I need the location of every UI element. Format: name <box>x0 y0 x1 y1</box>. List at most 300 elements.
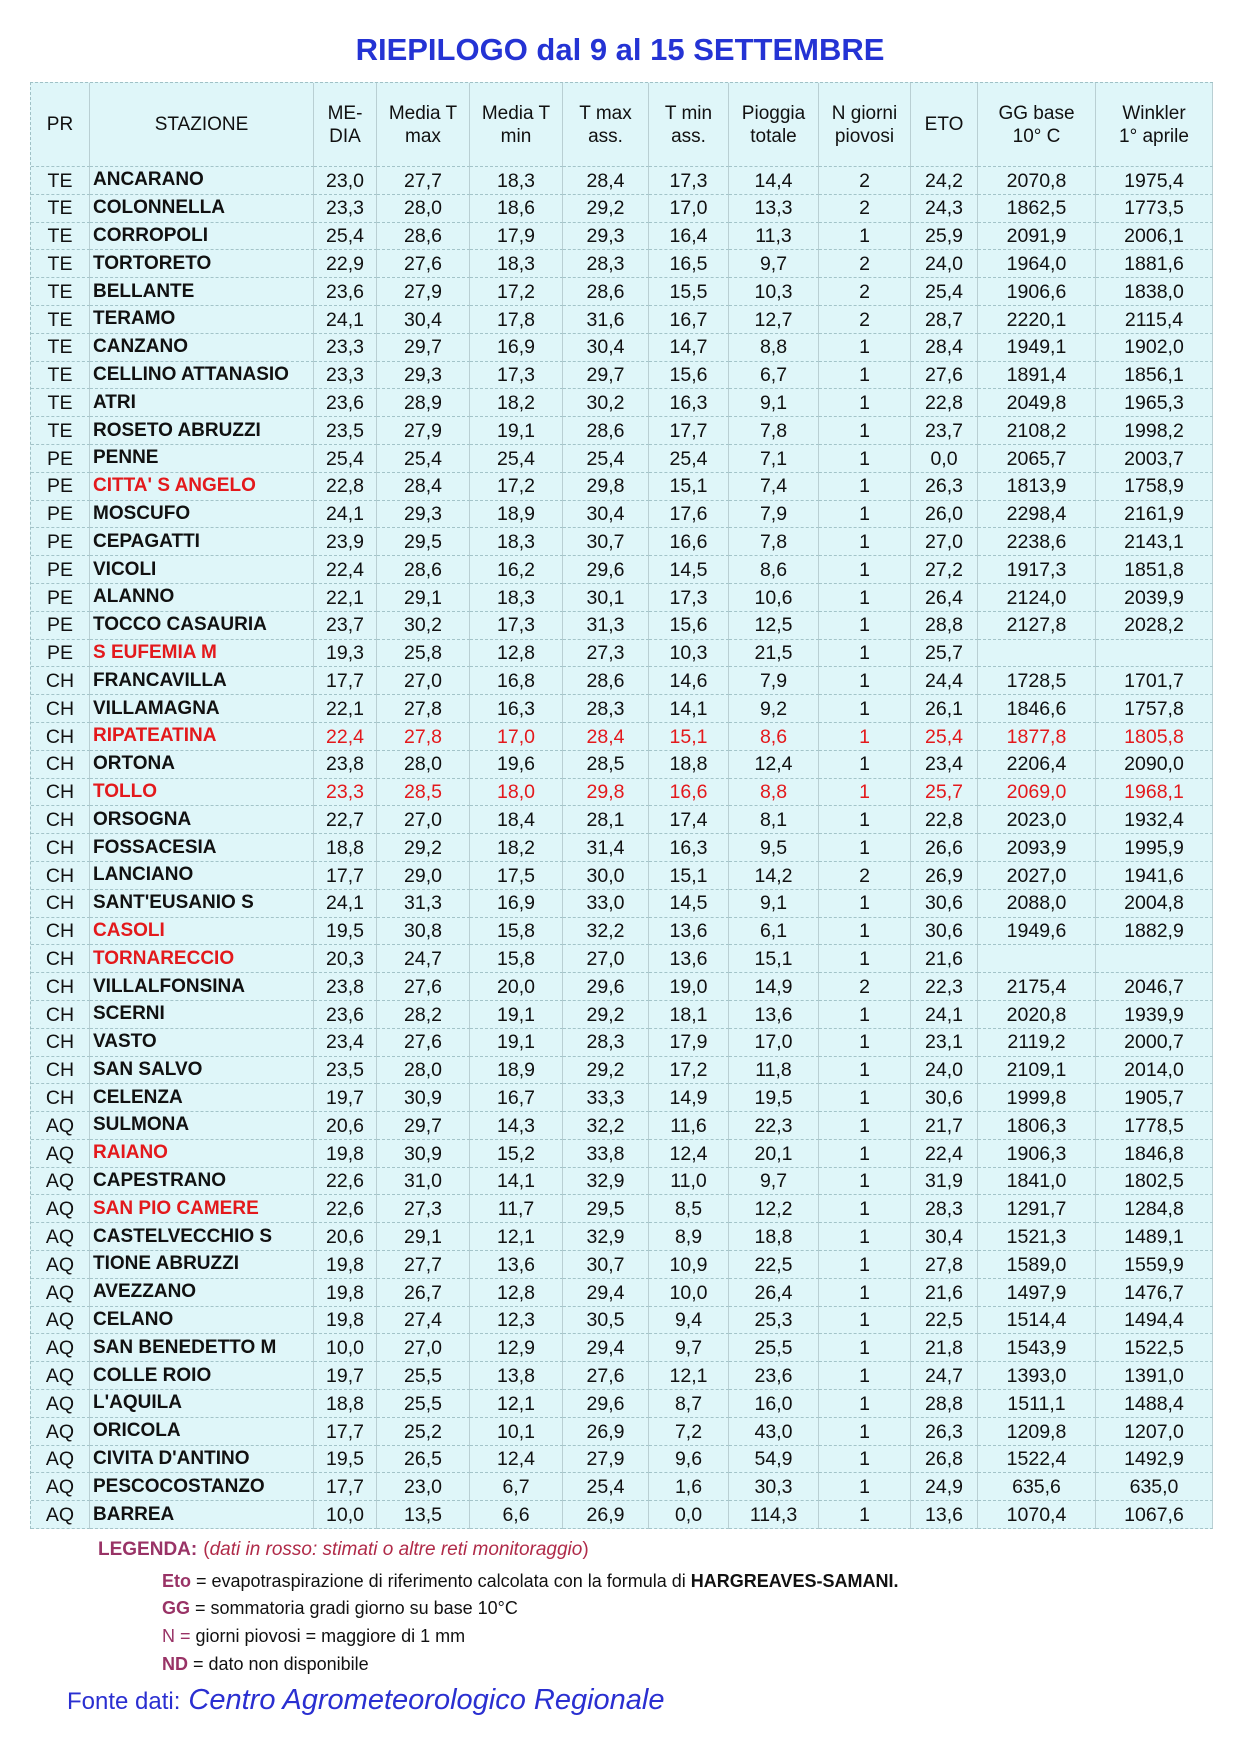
cell-t-max-ass: 32,2 <box>563 1112 649 1140</box>
table-row <box>31 945 1213 973</box>
cell-t-max-ass: 33,3 <box>563 1084 649 1112</box>
table-row <box>31 528 1213 556</box>
cell-winkler: 1965,3 <box>1096 389 1213 417</box>
cell-eto: 30,6 <box>911 1084 978 1112</box>
cell-station: VILLAMAGNA <box>90 695 314 723</box>
cell-station: CITTA' S ANGELO <box>90 473 314 501</box>
cell-t-min-ass: 11,0 <box>649 1168 729 1196</box>
cell-t-min-ass: 16,6 <box>649 779 729 807</box>
cell-station: ORTONA <box>90 751 314 779</box>
cell-pr: CH <box>31 667 90 695</box>
table-row <box>31 1112 1213 1140</box>
cell-media-t-max: 27,8 <box>377 695 470 723</box>
cell-station: CEPAGATTI <box>90 528 314 556</box>
cell-station: ORSOGNA <box>90 806 314 834</box>
legend-key-eto: Eto <box>162 1571 191 1591</box>
header-media: ME- DIA <box>314 83 377 167</box>
cell-media-t-max: 29,1 <box>377 584 470 612</box>
cell-winkler: 1773,5 <box>1096 195 1213 223</box>
cell-eto: 27,8 <box>911 1251 978 1279</box>
cell-n-giorni-piovosi: 1 <box>819 918 911 946</box>
cell-gg-base: 1589,0 <box>978 1251 1096 1279</box>
cell-t-max-ass: 30,1 <box>563 584 649 612</box>
cell-pr: AQ <box>31 1279 90 1307</box>
table-row <box>31 1362 1213 1390</box>
cell-station: ROSETO ABRUZZI <box>90 417 314 445</box>
cell-n-giorni-piovosi: 1 <box>819 667 911 695</box>
cell-station: CANZANO <box>90 334 314 362</box>
cell-t-min-ass: 15,6 <box>649 362 729 390</box>
cell-eto: 27,6 <box>911 362 978 390</box>
cell-t-max-ass: 32,2 <box>563 918 649 946</box>
cell-media: 24,1 <box>314 890 377 918</box>
cell-gg-base: 2175,4 <box>978 973 1096 1001</box>
cell-t-max-ass: 29,2 <box>563 195 649 223</box>
cell-t-min-ass: 10,9 <box>649 1251 729 1279</box>
cell-media-t-max: 29,2 <box>377 834 470 862</box>
cell-winkler: 2046,7 <box>1096 973 1213 1001</box>
table-row <box>31 918 1213 946</box>
cell-t-min-ass: 7,2 <box>649 1418 729 1446</box>
cell-station: FRANCAVILLA <box>90 667 314 695</box>
cell-eto: 26,8 <box>911 1446 978 1474</box>
cell-station: SULMONA <box>90 1112 314 1140</box>
cell-pr: TE <box>31 417 90 445</box>
cell-t-min-ass: 8,5 <box>649 1195 729 1223</box>
cell-eto: 24,2 <box>911 167 978 195</box>
cell-media-t-min: 18,6 <box>470 195 563 223</box>
cell-winkler <box>1096 945 1213 973</box>
cell-n-giorni-piovosi: 1 <box>819 1112 911 1140</box>
cell-n-giorni-piovosi: 2 <box>819 862 911 890</box>
cell-eto: 24,3 <box>911 195 978 223</box>
cell-t-max-ass: 28,5 <box>563 751 649 779</box>
cell-pioggia-totale: 15,1 <box>729 945 819 973</box>
cell-media-t-max: 27,4 <box>377 1307 470 1335</box>
cell-gg-base <box>978 945 1096 973</box>
cell-eto: 25,9 <box>911 223 978 251</box>
cell-pr: CH <box>31 862 90 890</box>
cell-gg-base: 1949,6 <box>978 918 1096 946</box>
cell-media-t-max: 27,0 <box>377 1334 470 1362</box>
cell-pioggia-totale: 7,9 <box>729 501 819 529</box>
cell-pr: PE <box>31 501 90 529</box>
cell-gg-base: 1964,0 <box>978 250 1096 278</box>
cell-gg-base: 1393,0 <box>978 1362 1096 1390</box>
cell-station: CELANO <box>90 1307 314 1335</box>
legend-key-nd: ND <box>162 1654 188 1674</box>
cell-gg-base: 1497,9 <box>978 1279 1096 1307</box>
cell-t-min-ass: 25,4 <box>649 445 729 473</box>
table-row <box>31 695 1213 723</box>
cell-station: LANCIANO <box>90 862 314 890</box>
table-row <box>31 1418 1213 1446</box>
cell-winkler: 1758,9 <box>1096 473 1213 501</box>
cell-station: TERAMO <box>90 306 314 334</box>
legend-note-open: ( <box>203 1539 210 1560</box>
cell-eto: 21,6 <box>911 1279 978 1307</box>
cell-media-t-max: 27,0 <box>377 806 470 834</box>
cell-pr: CH <box>31 973 90 1001</box>
cell-station: TORTORETO <box>90 250 314 278</box>
cell-t-min-ass: 15,1 <box>649 473 729 501</box>
cell-pr: AQ <box>31 1140 90 1168</box>
header-media-t-min: Media T min <box>470 83 563 167</box>
cell-t-min-ass: 14,5 <box>649 556 729 584</box>
cell-n-giorni-piovosi: 1 <box>819 1251 911 1279</box>
cell-media: 22,4 <box>314 556 377 584</box>
cell-winkler: 1975,4 <box>1096 167 1213 195</box>
cell-station: L'AQUILA <box>90 1390 314 1418</box>
table-row <box>31 1195 1213 1223</box>
header-pioggia-totale: Pioggia totale <box>729 83 819 167</box>
cell-winkler: 2090,0 <box>1096 751 1213 779</box>
cell-eto: 24,4 <box>911 667 978 695</box>
cell-station: CORROPOLI <box>90 223 314 251</box>
cell-t-min-ass: 15,5 <box>649 278 729 306</box>
cell-station: TIONE ABRUZZI <box>90 1251 314 1279</box>
table-row <box>31 445 1213 473</box>
cell-station: BELLANTE <box>90 278 314 306</box>
legend-item-nd <box>162 1651 369 1677</box>
cell-t-max-ass: 27,9 <box>563 1446 649 1474</box>
cell-media-t-max: 27,6 <box>377 1029 470 1057</box>
cell-winkler: 1968,1 <box>1096 779 1213 807</box>
cell-winkler: 1494,4 <box>1096 1307 1213 1335</box>
header-winkler: Winkler 1° aprile <box>1096 83 1213 167</box>
cell-winkler: 1838,0 <box>1096 278 1213 306</box>
cell-media-t-min: 6,7 <box>470 1473 563 1501</box>
table-row <box>31 1446 1213 1474</box>
cell-pioggia-totale: 7,8 <box>729 417 819 445</box>
cell-media: 23,6 <box>314 278 377 306</box>
cell-n-giorni-piovosi: 1 <box>819 1473 911 1501</box>
cell-pioggia-totale: 6,1 <box>729 918 819 946</box>
cell-media: 23,4 <box>314 1029 377 1057</box>
cell-gg-base: 1291,7 <box>978 1195 1096 1223</box>
cell-winkler: 1757,8 <box>1096 695 1213 723</box>
cell-station: SCERNI <box>90 1001 314 1029</box>
table-row <box>31 640 1213 668</box>
cell-t-max-ass: 29,8 <box>563 779 649 807</box>
cell-winkler: 1488,4 <box>1096 1390 1213 1418</box>
cell-pioggia-totale: 13,6 <box>729 1001 819 1029</box>
cell-pioggia-totale: 25,5 <box>729 1334 819 1362</box>
table-row <box>31 1140 1213 1168</box>
cell-media: 19,7 <box>314 1362 377 1390</box>
cell-t-min-ass: 17,2 <box>649 1057 729 1085</box>
cell-winkler: 1067,6 <box>1096 1501 1213 1529</box>
cell-winkler: 2003,7 <box>1096 445 1213 473</box>
cell-media-t-min: 16,3 <box>470 695 563 723</box>
cell-gg-base: 2238,6 <box>978 528 1096 556</box>
cell-media-t-max: 25,4 <box>377 445 470 473</box>
cell-pioggia-totale: 10,6 <box>729 584 819 612</box>
cell-n-giorni-piovosi: 1 <box>819 1140 911 1168</box>
table-row <box>31 195 1213 223</box>
cell-media: 23,3 <box>314 195 377 223</box>
cell-media-t-min: 17,9 <box>470 223 563 251</box>
cell-eto: 13,6 <box>911 1501 978 1529</box>
header-t-min-ass: T min ass. <box>649 83 729 167</box>
cell-t-min-ass: 16,4 <box>649 223 729 251</box>
cell-t-min-ass: 14,9 <box>649 1084 729 1112</box>
page-title: RIEPILOGO dal 9 al 15 SETTEMBRE <box>355 32 885 67</box>
header-pr: PR <box>31 83 90 167</box>
cell-station: CAPESTRANO <box>90 1168 314 1196</box>
cell-station: MOSCUFO <box>90 501 314 529</box>
cell-media-t-min: 12,8 <box>470 640 563 668</box>
table-row <box>31 806 1213 834</box>
cell-n-giorni-piovosi: 2 <box>819 250 911 278</box>
cell-t-min-ass: 17,7 <box>649 417 729 445</box>
cell-pioggia-totale: 14,9 <box>729 973 819 1001</box>
cell-media: 23,3 <box>314 334 377 362</box>
cell-media-t-max: 28,2 <box>377 1001 470 1029</box>
cell-station: RIPATEATINA <box>90 723 314 751</box>
cell-eto: 24,9 <box>911 1473 978 1501</box>
cell-media-t-min: 12,4 <box>470 1446 563 1474</box>
cell-eto: 28,4 <box>911 334 978 362</box>
legend-formula-name: HARGREAVES-SAMANI. <box>690 1571 899 1591</box>
cell-pr: TE <box>31 306 90 334</box>
cell-pioggia-totale: 9,7 <box>729 1168 819 1196</box>
cell-gg-base: 2220,1 <box>978 306 1096 334</box>
cell-eto: 0,0 <box>911 445 978 473</box>
cell-t-max-ass: 27,6 <box>563 1362 649 1390</box>
cell-media-t-min: 19,1 <box>470 1001 563 1029</box>
cell-media: 20,6 <box>314 1112 377 1140</box>
cell-media: 10,0 <box>314 1501 377 1529</box>
cell-media-t-max: 28,5 <box>377 779 470 807</box>
cell-media-t-min: 10,1 <box>470 1418 563 1446</box>
cell-media-t-min: 12,3 <box>470 1307 563 1335</box>
cell-t-min-ass: 9,6 <box>649 1446 729 1474</box>
cell-winkler: 1939,9 <box>1096 1001 1213 1029</box>
cell-gg-base: 1070,4 <box>978 1501 1096 1529</box>
table-row <box>31 890 1213 918</box>
cell-pr: AQ <box>31 1362 90 1390</box>
cell-pr: AQ <box>31 1251 90 1279</box>
cell-station: PENNE <box>90 445 314 473</box>
cell-media: 25,4 <box>314 445 377 473</box>
cell-t-min-ass: 17,3 <box>649 584 729 612</box>
cell-winkler: 2161,9 <box>1096 501 1213 529</box>
cell-pioggia-totale: 7,8 <box>729 528 819 556</box>
cell-t-min-ass: 13,6 <box>649 918 729 946</box>
cell-t-min-ass: 10,3 <box>649 640 729 668</box>
cell-n-giorni-piovosi: 1 <box>819 1362 911 1390</box>
cell-media-t-min: 18,3 <box>470 167 563 195</box>
cell-media-t-max: 26,5 <box>377 1446 470 1474</box>
table-row <box>31 473 1213 501</box>
cell-gg-base: 1846,6 <box>978 695 1096 723</box>
cell-pr: AQ <box>31 1168 90 1196</box>
legend-text-eto: = evapotraspirazione di riferimento calcolata con la formula di <box>191 1571 691 1591</box>
cell-winkler: 1995,9 <box>1096 834 1213 862</box>
cell-gg-base: 1522,4 <box>978 1446 1096 1474</box>
cell-media: 23,3 <box>314 779 377 807</box>
table-row <box>31 667 1213 695</box>
cell-n-giorni-piovosi: 1 <box>819 362 911 390</box>
cell-pr: AQ <box>31 1334 90 1362</box>
cell-gg-base: 2119,2 <box>978 1029 1096 1057</box>
cell-n-giorni-piovosi: 1 <box>819 389 911 417</box>
cell-winkler: 1476,7 <box>1096 1279 1213 1307</box>
cell-media-t-max: 27,6 <box>377 973 470 1001</box>
cell-media-t-max: 31,3 <box>377 890 470 918</box>
cell-winkler: 1802,5 <box>1096 1168 1213 1196</box>
cell-t-max-ass: 28,3 <box>563 1029 649 1057</box>
cell-pioggia-totale: 13,3 <box>729 195 819 223</box>
cell-media-t-min: 25,4 <box>470 445 563 473</box>
cell-media-t-max: 27,7 <box>377 167 470 195</box>
cell-pioggia-totale: 43,0 <box>729 1418 819 1446</box>
cell-gg-base: 1917,3 <box>978 556 1096 584</box>
cell-gg-base: 1891,4 <box>978 362 1096 390</box>
header-t-max-ass: T max ass. <box>563 83 649 167</box>
cell-station: AVEZZANO <box>90 1279 314 1307</box>
summary-table <box>30 82 1213 1529</box>
cell-n-giorni-piovosi: 1 <box>819 417 911 445</box>
cell-gg-base: 2091,9 <box>978 223 1096 251</box>
cell-winkler: 1559,9 <box>1096 1251 1213 1279</box>
cell-pioggia-totale: 9,1 <box>729 890 819 918</box>
cell-t-min-ass: 15,1 <box>649 862 729 890</box>
cell-n-giorni-piovosi: 2 <box>819 278 911 306</box>
cell-pr: CH <box>31 918 90 946</box>
cell-station: CIVITA D'ANTINO <box>90 1446 314 1474</box>
cell-media: 23,9 <box>314 528 377 556</box>
cell-pioggia-totale: 12,4 <box>729 751 819 779</box>
table-row <box>31 1251 1213 1279</box>
cell-station: SAN SALVO <box>90 1057 314 1085</box>
cell-t-min-ass: 16,3 <box>649 389 729 417</box>
source-name: Centro Agrometeorologico Regionale <box>188 1684 665 1716</box>
cell-eto: 25,7 <box>911 779 978 807</box>
cell-station: CELENZA <box>90 1084 314 1112</box>
cell-t-max-ass: 30,4 <box>563 501 649 529</box>
cell-gg-base: 2065,7 <box>978 445 1096 473</box>
cell-media-t-max: 27,7 <box>377 1251 470 1279</box>
cell-eto: 24,1 <box>911 1001 978 1029</box>
cell-eto: 24,0 <box>911 250 978 278</box>
cell-gg-base: 1806,3 <box>978 1112 1096 1140</box>
cell-pr: AQ <box>31 1112 90 1140</box>
cell-media-t-max: 30,8 <box>377 918 470 946</box>
cell-winkler: 1856,1 <box>1096 362 1213 390</box>
cell-winkler: 2004,8 <box>1096 890 1213 918</box>
cell-eto: 27,2 <box>911 556 978 584</box>
cell-pr: CH <box>31 1084 90 1112</box>
cell-pioggia-totale: 20,1 <box>729 1140 819 1168</box>
cell-pioggia-totale: 8,1 <box>729 806 819 834</box>
cell-n-giorni-piovosi: 1 <box>819 1057 911 1085</box>
cell-t-max-ass: 28,4 <box>563 167 649 195</box>
table-row <box>31 584 1213 612</box>
legend-item-gg <box>162 1595 518 1621</box>
cell-gg-base: 2124,0 <box>978 584 1096 612</box>
cell-media-t-min: 18,4 <box>470 806 563 834</box>
cell-n-giorni-piovosi: 1 <box>819 1223 911 1251</box>
cell-t-min-ass: 14,5 <box>649 890 729 918</box>
cell-t-min-ass: 13,6 <box>649 945 729 973</box>
cell-eto: 26,1 <box>911 695 978 723</box>
cell-eto: 22,8 <box>911 389 978 417</box>
cell-media: 19,3 <box>314 640 377 668</box>
cell-media: 19,8 <box>314 1140 377 1168</box>
cell-t-min-ass: 8,7 <box>649 1390 729 1418</box>
cell-pr: AQ <box>31 1418 90 1446</box>
cell-t-max-ass: 30,2 <box>563 389 649 417</box>
cell-eto: 23,1 <box>911 1029 978 1057</box>
cell-media-t-min: 17,8 <box>470 306 563 334</box>
cell-t-min-ass: 15,1 <box>649 723 729 751</box>
table-row <box>31 362 1213 390</box>
cell-media-t-min: 12,1 <box>470 1390 563 1418</box>
cell-n-giorni-piovosi: 1 <box>819 945 911 973</box>
header-eto: ETO <box>911 83 978 167</box>
cell-n-giorni-piovosi: 1 <box>819 779 911 807</box>
table-row <box>31 1473 1213 1501</box>
table-body <box>31 167 1213 1529</box>
cell-eto: 30,4 <box>911 1223 978 1251</box>
cell-n-giorni-piovosi: 2 <box>819 973 911 1001</box>
cell-eto: 26,4 <box>911 584 978 612</box>
cell-eto: 28,7 <box>911 306 978 334</box>
cell-gg-base: 2093,9 <box>978 834 1096 862</box>
cell-t-max-ass: 28,3 <box>563 695 649 723</box>
cell-media-t-max: 28,6 <box>377 223 470 251</box>
cell-media: 17,7 <box>314 1418 377 1446</box>
table-row <box>31 1501 1213 1529</box>
cell-eto: 21,6 <box>911 945 978 973</box>
cell-gg-base: 1906,6 <box>978 278 1096 306</box>
legend-note: dati in rosso: stimati o altre reti monitoraggio <box>209 1539 583 1560</box>
cell-t-max-ass: 29,6 <box>563 1390 649 1418</box>
cell-station: FOSSACESIA <box>90 834 314 862</box>
cell-pr: CH <box>31 751 90 779</box>
cell-pr: TE <box>31 389 90 417</box>
cell-media-t-min: 15,2 <box>470 1140 563 1168</box>
cell-gg-base: 1999,8 <box>978 1084 1096 1112</box>
cell-pr: CH <box>31 695 90 723</box>
cell-t-min-ass: 9,4 <box>649 1307 729 1335</box>
cell-pioggia-totale: 8,8 <box>729 779 819 807</box>
cell-pioggia-totale: 9,5 <box>729 834 819 862</box>
cell-winkler: 1284,8 <box>1096 1195 1213 1223</box>
cell-media-t-min: 19,1 <box>470 1029 563 1057</box>
cell-n-giorni-piovosi: 1 <box>819 584 911 612</box>
cell-eto: 23,7 <box>911 417 978 445</box>
cell-media-t-min: 12,8 <box>470 1279 563 1307</box>
table-row <box>31 723 1213 751</box>
cell-media-t-min: 16,7 <box>470 1084 563 1112</box>
cell-pioggia-totale: 6,7 <box>729 362 819 390</box>
cell-winkler: 1492,9 <box>1096 1446 1213 1474</box>
cell-pioggia-totale: 12,5 <box>729 612 819 640</box>
cell-gg-base: 1511,1 <box>978 1390 1096 1418</box>
cell-media-t-min: 19,1 <box>470 417 563 445</box>
cell-media-t-min: 17,2 <box>470 278 563 306</box>
cell-eto: 28,3 <box>911 1195 978 1223</box>
cell-media-t-min: 19,6 <box>470 751 563 779</box>
cell-station: TOCCO CASAURIA <box>90 612 314 640</box>
cell-t-min-ass: 18,8 <box>649 751 729 779</box>
cell-media-t-max: 27,6 <box>377 250 470 278</box>
cell-winkler: 1882,9 <box>1096 918 1213 946</box>
cell-t-min-ass: 16,6 <box>649 528 729 556</box>
